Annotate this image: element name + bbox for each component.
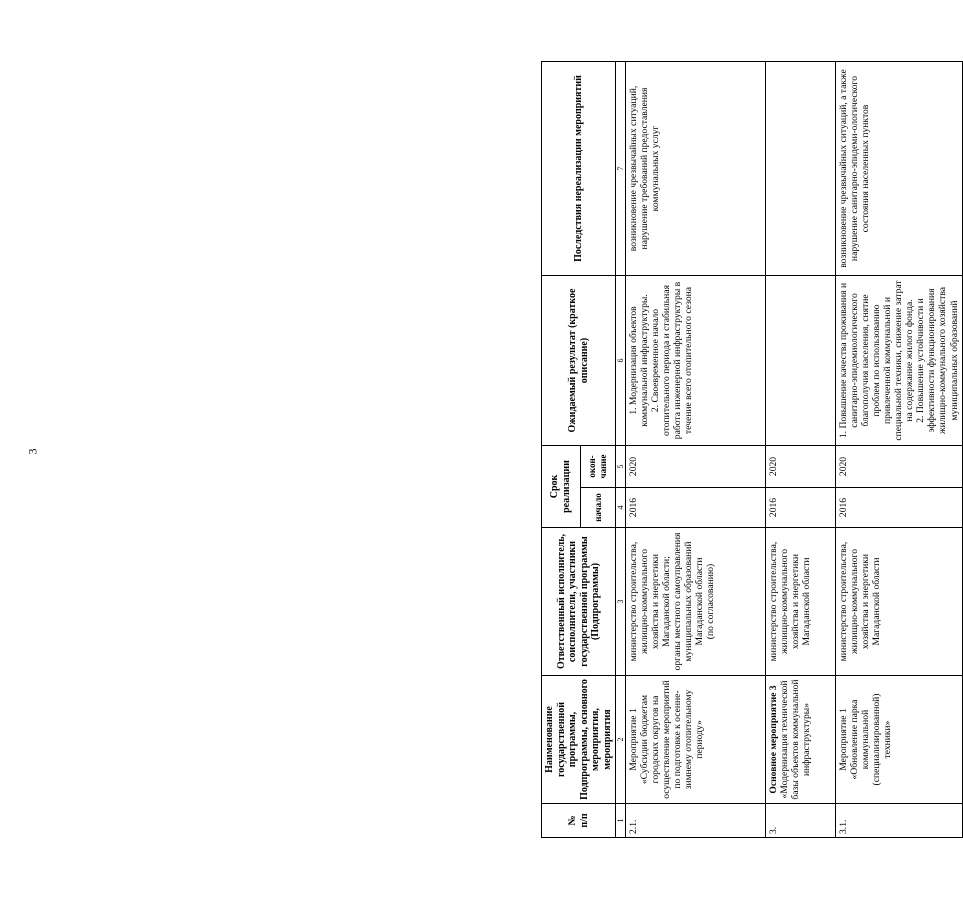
col-index: 2: [616, 676, 626, 804]
row-executor: министерство строительства, жилищно-коммунального хозяйства и энергетики Магаданской области; органы местного самоуправления муниципальных образований Магаданской области (по согласованию): [626, 528, 766, 676]
page-number: 3: [25, 448, 40, 455]
col-index: 3: [616, 528, 626, 676]
header-result: Ожидаемый результат (краткое описание): [542, 276, 616, 446]
row-executor: министерство строительства, жилищно-коммунального хозяйства и энергетики Магаданской области: [836, 528, 962, 676]
column-index-row: [616, 62, 626, 838]
row-num: 3.1.: [836, 804, 962, 838]
col-index: 1: [616, 804, 626, 838]
row-end: 2020: [766, 446, 836, 488]
table-row: [626, 62, 766, 838]
row-name: [766, 676, 836, 804]
header-term-start: начало: [580, 488, 615, 528]
row-result: 1. Модернизация объектов коммунальной инфраструктуры. 2. Своевременное начало отопительного периода и стабильная работа инженерной инфраструктуры в течение всего отопительного сезона: [626, 276, 766, 446]
row-start: 2016: [836, 488, 962, 528]
row-consequences: возникновение чрезвычайных ситуаций, нарушение требований предоставления коммунальных услуг: [626, 62, 766, 276]
row-result: [766, 276, 836, 446]
header-row: [542, 62, 581, 838]
row-consequences: возникновение чрезвычайных ситуаций, а также нарушение санитарно-эпидеми-ологического состояния населенных пунктов: [836, 62, 962, 276]
header-num: № п/п: [542, 804, 616, 838]
header-term-end: окон-чание: [580, 446, 615, 488]
row-consequences: [766, 62, 836, 276]
col-index: 4: [616, 488, 626, 528]
row-name: Мероприятие 1 «Субсидии бюджетам городских округов на осуществление мероприятий по подготовке к осенне-зимнему отопительному периоду»: [626, 676, 766, 804]
table-row: [766, 62, 836, 838]
col-index: 7: [616, 62, 626, 276]
row-start: 2016: [626, 488, 766, 528]
row-result: 1. Повышение качества проживания и санитарно-эпидемиологического благополучия населения, снятие проблем по использованию привлеченной коммунальной и специальной техники, снижение затрат на содержание жилого фонда. 2. Повышение устойчивости и эффективности функционирования жилищно-коммунального хозяйства муниципальных образований: [836, 276, 962, 446]
col-index: 5: [616, 446, 626, 488]
table-row: [836, 62, 962, 838]
row-name-bold: Основное мероприятие 3: [768, 685, 780, 794]
row-end: 2020: [626, 446, 766, 488]
row-name: Мероприятие 1 «Обновление парка коммунальной (специализированной) техники»: [836, 676, 962, 804]
row-num: 3.: [766, 804, 836, 838]
header-name: Наименование государственной программы, Подпрограммы, основного мероприятия, мероприятия: [542, 676, 616, 804]
program-table: [541, 61, 963, 838]
row-executor: министерство строительства, жилищно-коммунального хозяйства и энергетики Магаданской области: [766, 528, 836, 676]
row-start: 2016: [766, 488, 836, 528]
row-num: 2.1.: [626, 804, 766, 838]
header-executor: Ответственный исполнитель, соисполнители, участники государственной программы (Подпрограммы): [542, 528, 616, 676]
row-name-text: «Модернизация технической базы объектов коммунальной инфраструктуры»: [779, 679, 813, 800]
header-term: Срок реализации: [542, 446, 581, 528]
rotated-table-wrapper: [541, 62, 960, 838]
header-consequences: Последствия нереализации мероприятий: [542, 62, 616, 276]
col-index: 6: [616, 276, 626, 446]
row-end: 2020: [836, 446, 962, 488]
